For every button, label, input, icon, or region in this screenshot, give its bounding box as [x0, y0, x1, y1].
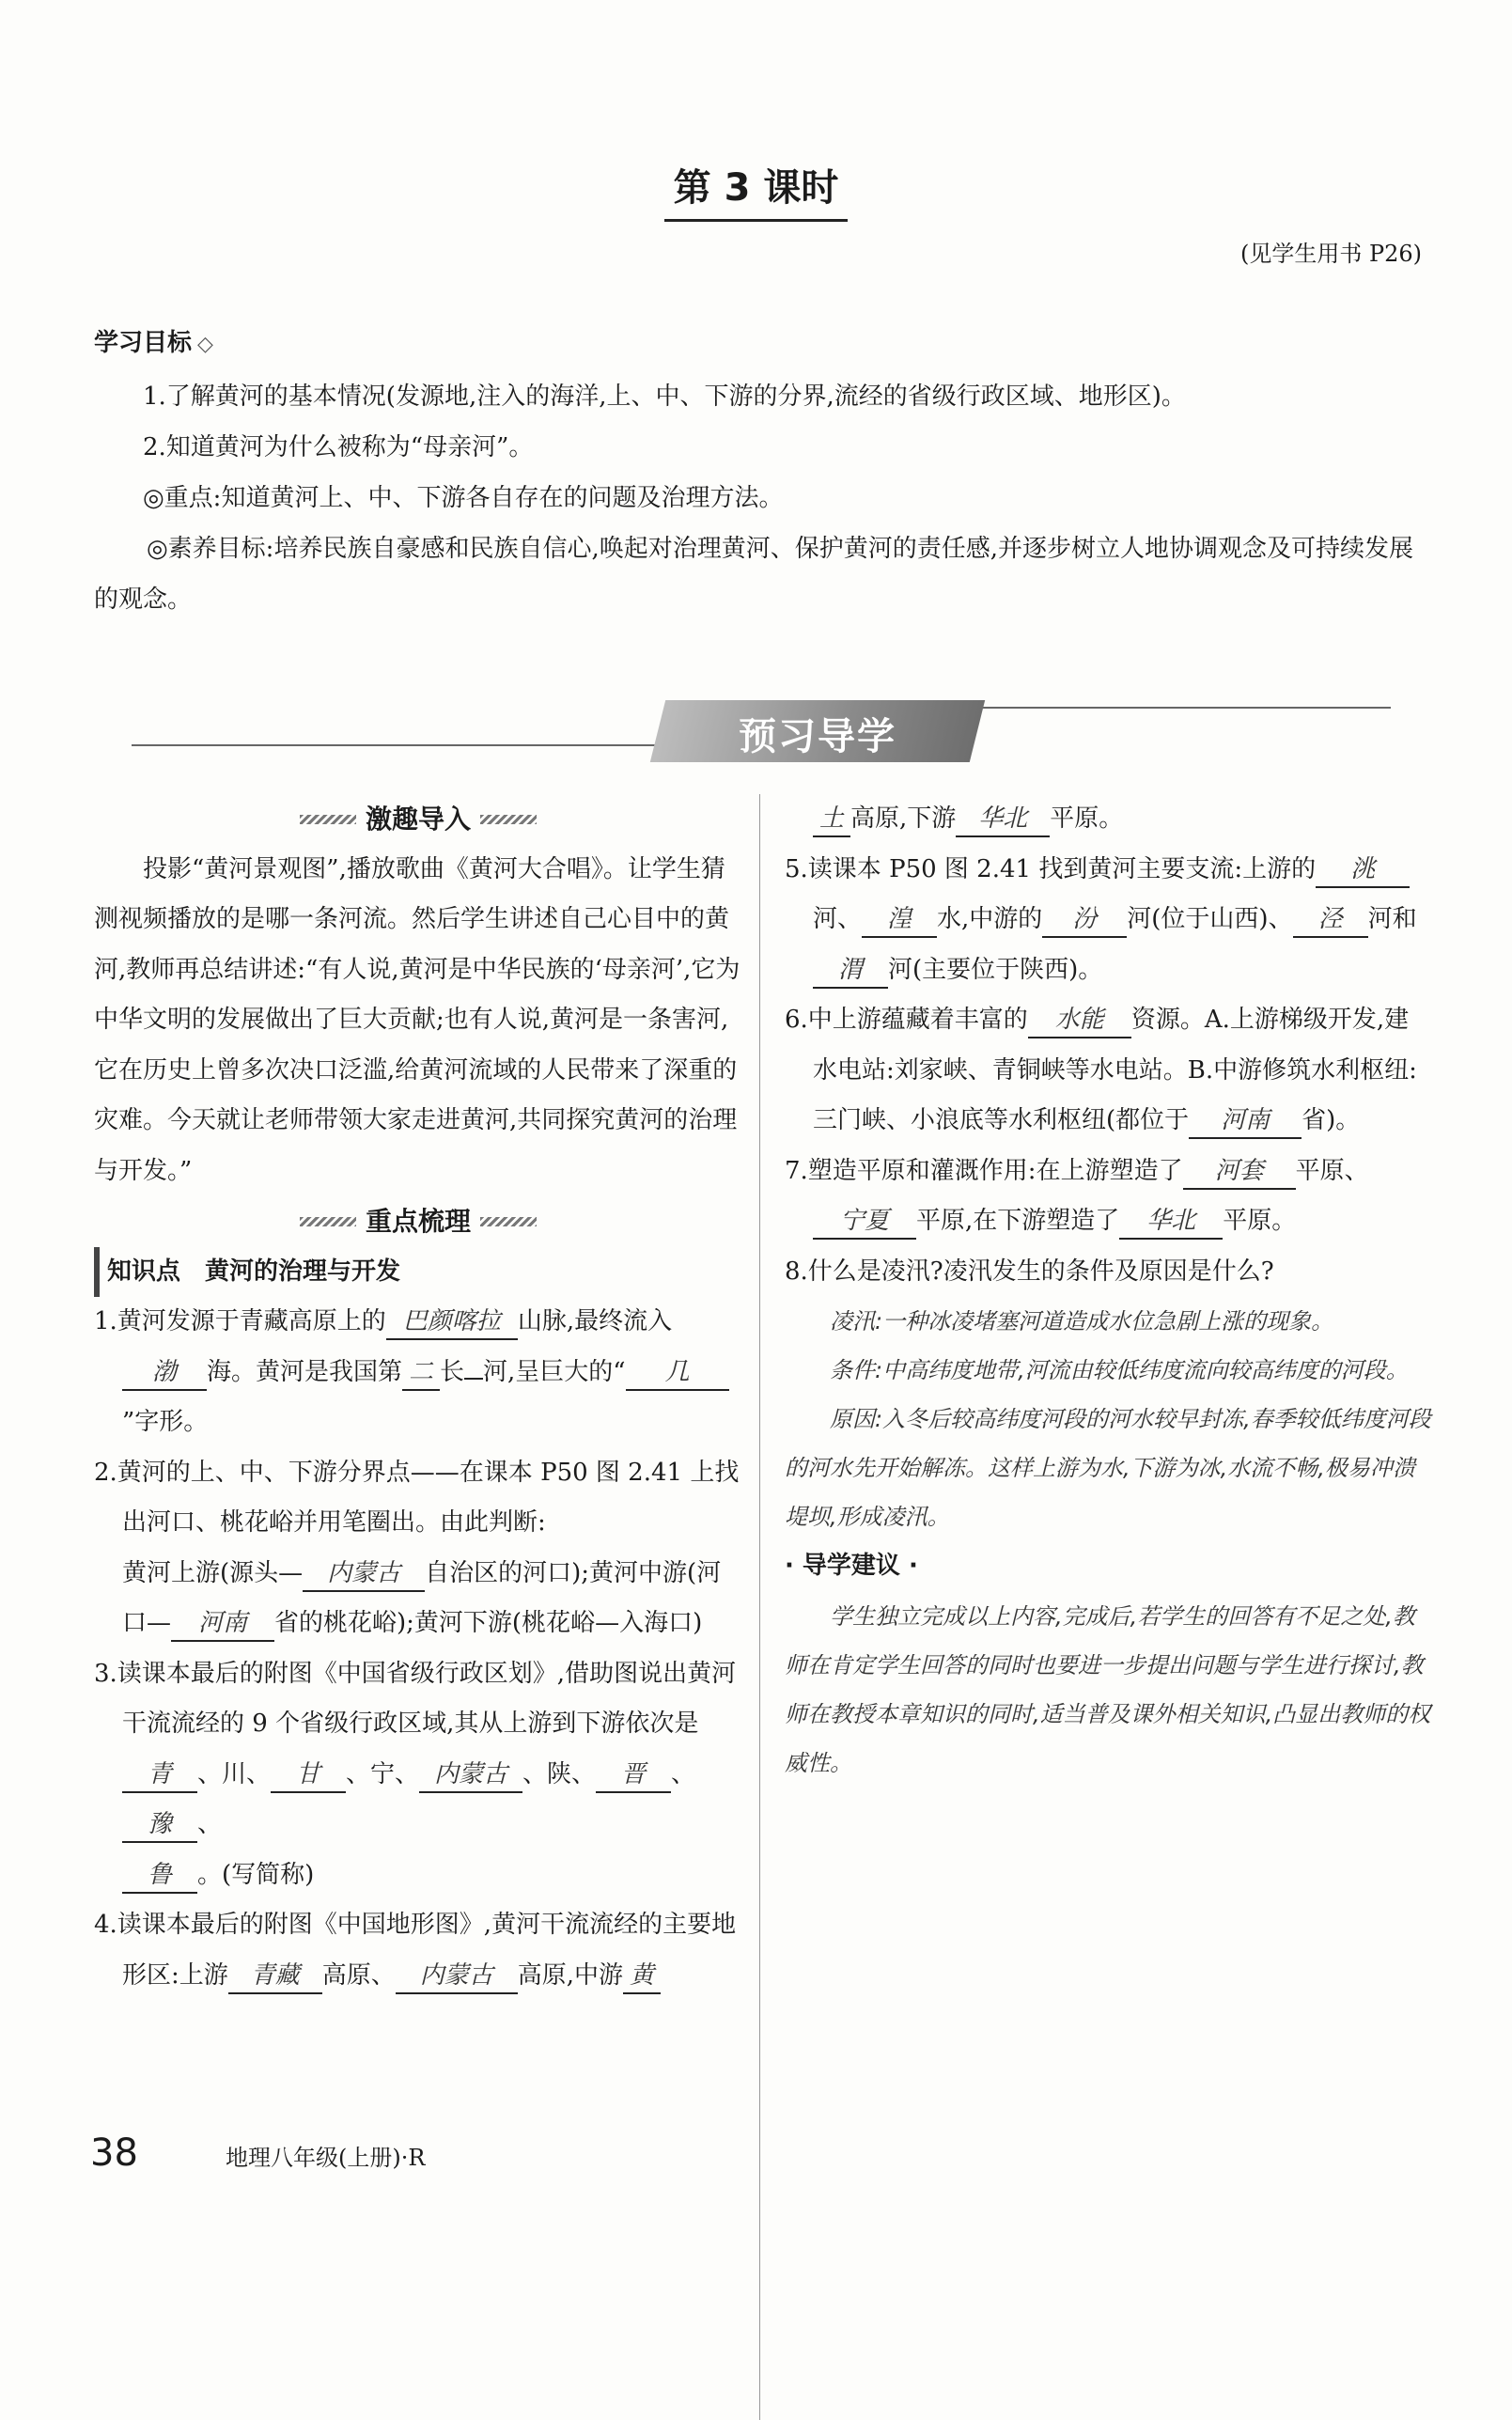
- question-6: 6.中上游蕴藏着丰富的 水能 资源。A.上游梯级开发,建水电站:刘家峡、青铜峡等水电站。B.中游修筑水利枢纽:三门峡、小浪底等水利枢纽(都位于 河南 省)。: [785, 995, 1433, 1147]
- question-4-continued: 土 高原,下游 华北 平原。: [785, 794, 1433, 845]
- goal-item-2: 2.知道黄河为什么被称为“母亲河”。: [143, 433, 534, 461]
- page-number: 38: [90, 2131, 138, 2175]
- question-2-detail: 黄河上游(源头— 内蒙古 自治区的河口);黄河中游(河口— 河南 省的桃花峪);黄河下游(桃花峪—入海口): [94, 1549, 742, 1649]
- goal-item-1: 1.了解黄河的基本情况(发源地,注入的海洋,上、中、下游的分界,流经的省级行政区域、地形区)。: [143, 383, 1186, 411]
- section-banner-title: 预习导学: [739, 715, 896, 758]
- banner-line-right: [977, 707, 1391, 709]
- page-title: 第 3 课时: [0, 158, 1512, 222]
- book-reference: (见学生用书 P26): [1239, 241, 1422, 267]
- question-5: 5.读课本 P50 图 2.41 找到黄河主要支流:上游的 洮河、 湟 水,中游的 汾 河(位于山西)、 泾 河和 渭 河(主要位于陕西)。: [785, 845, 1433, 996]
- teaching-guide-text: 学生独立完成以上内容,完成后,若学生的回答有不足之处,教师在肯定学生回答的同时也要进一步提出问题与学生进行探讨,教师在教授本章知识的同时,适当普及课外相关知识,凸显出教师的权威性。: [785, 1602, 1431, 1776]
- answer-8-reason: 原因:入冬后较高纬度河段的河水较早封冻,春季较低纬度河段的河水先开始解冻。这样上游为水,下游为冰,水流不畅,极易冲溃堤坝,形成凌汛。: [785, 1406, 1431, 1530]
- page-footer: 地理八年级(上册)·R: [226, 2145, 426, 2171]
- question-8: 8.什么是凌汛?凌汛发生的条件及原因是什么?: [785, 1257, 1274, 1286]
- left-column: [94, 794, 742, 2001]
- question-1: 1.黄河发源于青藏高原上的 巴颜喀拉 山脉,最终流入渤 海。黄河是我国第 二 长 河,呈巨大的“ 几”字形。: [94, 1297, 742, 1448]
- answer-8-definition: 凌汛:一种冰凌堵塞河道造成水位急剧上涨的现象。: [830, 1308, 1334, 1335]
- answer-8-condition: 条件:中高纬度地带,河流由较低纬度流向较高纬度的河段。: [830, 1357, 1409, 1383]
- goal-item-3: ◎重点:知道黄河上、中、下游各自存在的问题及治理方法。: [143, 484, 784, 512]
- question-4: 4.读课本最后的附图《中国地形图》,黄河干流流经的主要地形区:上游 青藏 高原、 内蒙古 高原,中游 黄: [94, 1900, 742, 2001]
- review-heading: 重点梳理: [94, 1196, 742, 1247]
- banner-line-left: [132, 744, 658, 746]
- knowledge-point: 知识点 黄河的治理与开发: [94, 1247, 742, 1298]
- teaching-guide-heading: · 导学建议 ·: [785, 1552, 918, 1580]
- question-3: 3.读课本最后的附图《中国省级行政区划》,借助图说出黄河干流流经的 9 个省级行政区域,其从上游到下游依次是 青 、川、 甘 、宁、 内蒙古 、陕、 晋 、豫 、 鲁 。(写简称): [94, 1649, 742, 1901]
- intro-heading: 激趣导入: [94, 794, 742, 845]
- intro-text: 投影“黄河景观图”,播放歌曲《黄河大合唱》。让学生猜测视频播放的是哪一条河流。然后学生讲述自己心目中的黄河,教师再总结讲述:“有人说,黄河是中华民族的‘母亲河’,它为中华文明的发展做出了巨大贡献;也有人说,黄河是一条害河,它在历史上曾多次决口泛滥,给黄河流域的人民带来了深重的灾难。今天就让老师带领大家走进黄河,共同探究黄河的治理与开发。”: [94, 854, 740, 1185]
- learning-goals-heading: 学习目标 ◇: [94, 323, 213, 358]
- goal-item-4: ◎素养目标:培养民族自豪感和民族自信心,唤起对治理黄河、保护黄河的责任感,并逐步树立人地协调观念及可持续发展的观念。: [94, 535, 1413, 614]
- right-column: [785, 794, 1433, 1788]
- question-7: 7.塑造平原和灌溉作用:在上游塑造了 河套 平原、宁夏 平原,在下游塑造了 华北 平原。: [785, 1147, 1433, 1247]
- question-2: 2.黄河的上、中、下游分界点——在课本 P50 图 2.41 上找出河口、桃花峪并用笔圈出。由此判断:: [94, 1458, 740, 1537]
